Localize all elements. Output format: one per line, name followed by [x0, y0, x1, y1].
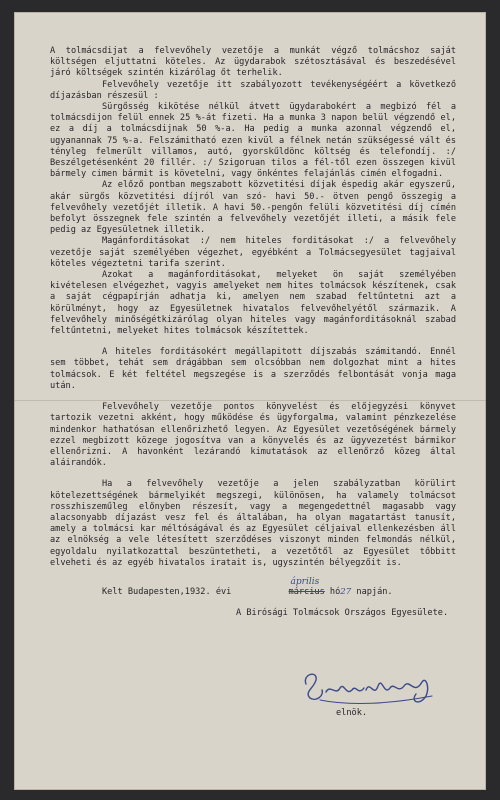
date-middle: hó [324, 586, 341, 597]
month-correction [237, 576, 325, 598]
signer-title: elnök. [336, 708, 368, 718]
handwritten-month: április [290, 576, 320, 587]
date-suffix: napján. [351, 586, 393, 597]
paragraph-bookkeeping: Felvevőhely vezetője pontos könyvelést és előjegyzési könyvet tartozik vezetni akként, hogy működése és ügyforgalma, valamint pénzkezelése mindenkor hathatósan ellenőrizhető legyen. Az Egyesület vezetőségének bármely ezzel megbizott közege jogosítva van a könyvelés és az ügyvezetést bármikor ellenőrizni. A havonként lezárandó kimutatások az ellenőrző közeg által aláirandók. [50, 402, 456, 469]
paragraph-certified-tariff: A hiteles forditásokért megállapitott díjszabás számitandó. Ennél sem többet, tehát sem drágábban sem olcsóbban nem dolgozhat mint a hites tolmácsok. E két feltétel megszegése is a szerződés felbontását vonja maga után. [50, 347, 456, 391]
paragraph-letterhead-rules: Azokat a magánforditásokat, melyeket ön saját személyében kivételesen elvégezhet, vagyis amelyeket nem hites tolmácsok készítenek, csak a saját cégpapírján adhatja ki, amelyen nem szabad feltűntetni azt a körülményt, hogy az Egyesületnek hivatalos felvevőhelyétől származik. A felvevőhely minőségétkizárólag olyan hiteles vagy magánforditásoknál szabad feltűntetni, melyeket hites tolmácsok készítettek. [50, 270, 456, 337]
paragraph-urgency-fees: Sürgősség kikötése nélkül átvett ügydarabokért a megbizó fél a tolmácsdijon felül ennek 25 %-át fizeti. Ha a munka 3 napon belül végzendő el, ez a díj a tolmácsdijnak 50 %-a. Ha pedig a munka azonnal végzendő el, ugyanannak 75 %-a. Felszámitható ezen kivül a félnek netán szükségessé vált és tényleg felmerült villamos, autó, gyorskűldönc költség és telefondíj. :/ Beszélgetésenként 20 fillér. :/ Szigoruan tilos a fél-től ezen összegen kivül bármely cimen bármit is követelni, vagy önkéntes felajánlás cimén elfogadni. [50, 102, 456, 180]
paragraph-monthly-limit: Az előző pontban megszabott közvetitési díjak éspedig akár egyszerű, akár sürgős közvetitési díjról van szó- havi 50.- ötven pengő összegig a felvevőhely vezetőjét illetik. A havi 50.-pengőn felüli közvetitési díj címén befolyt összegnek fele szintén a felvevőhely vezetőjét illeti, a másik fele pedig az Egyesületnek illetik. [50, 180, 456, 236]
date-line [50, 576, 456, 598]
association-signoff: A Birósági Tolmácsok Országos Egyesülete. [236, 608, 449, 619]
struck-month: március [288, 586, 325, 597]
handwritten-day: 27 [340, 586, 352, 597]
paragraph-manager-compensation-intro: Felvevőhely vezetője itt szabályozott tevékenységéért a következő díjazásban részesül : [50, 79, 456, 101]
date-prefix: Kelt Budapesten,1932. évi [102, 586, 237, 597]
paragraph-fee-delivery: A tolmácsdijat a felvevőhely vezetője a munkát végző tolmácshoz saját költségen eljuttatni köteles. Az ügydarabok szétosztásával és beszedésével járó költségek szintén kizárólag őt terhelik. [50, 46, 456, 79]
paragraph-private-translations: Magánforditásokat :/ nem hiteles forditásokat :/ a felvevőhely vezetője saját személyében végezhet, egyébként a Tolmácsegyesület tagjaival köteles végeztetni tarifa szerint. [50, 236, 456, 269]
paragraph-termination: Ha a felvevőhely vezetője a jelen szabályzatban körülirt kötelezettségének bármelyikét megszegi, különösen, ha valamely tolmácsot rosszhiszeműleg előnyben részesít, vagy a megengedettnél magasabb vagy alacsonyabb díjazást vesz fel és általában, ha olyan magatartást tanusít, amely a tolmácsi kar méltóságával és az Egyesület céljaival ellenkezésben áll az elnökség a vele létesített szerződéses viszonyt minden felmondás nélkül, egyoldalu nyilatkozattal beszüntetheti, a vezetőtől az Egyesület tőbbitt elveheti és az egyéb hivatalos iratait is, ugyszintén bélyegzőit is. [50, 479, 456, 568]
handwritten-signature [300, 666, 440, 722]
